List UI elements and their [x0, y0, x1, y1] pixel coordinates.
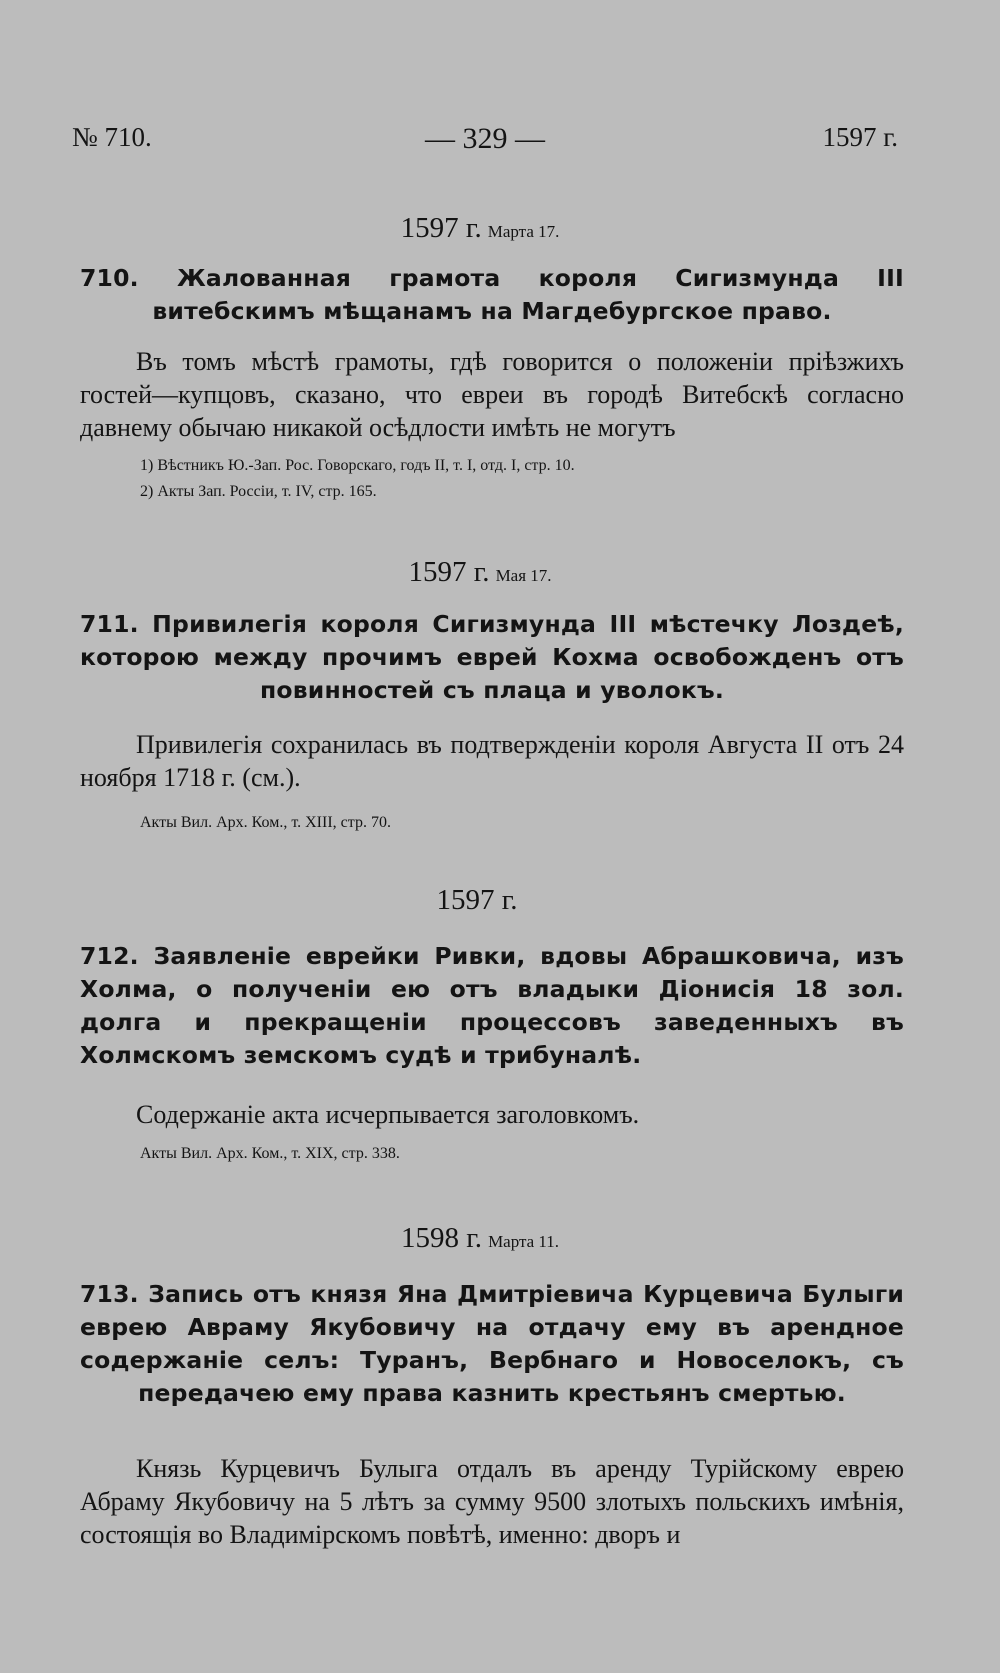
- date-year: 1598 г.: [400, 1222, 483, 1254]
- entry-date: [60, 556, 900, 589]
- document-number: № 710.: [72, 122, 152, 152]
- header-year: 1597 г.: [822, 122, 898, 152]
- footnote: 1) Вѣстникъ Ю.-Зап. Рос. Говорскаго, годъ II, т. I, отд. I, стр. 10.: [140, 457, 575, 474]
- date-month: Мая 17.: [495, 566, 552, 585]
- footnote: Акты Вил. Арх. Ком., т. XIII, стр. 70.: [140, 814, 391, 831]
- entry-body: Привилегія сохранилась въ подтвержденіи короля Августа II отъ 24 ноября 1718 г. (см.).: [80, 730, 904, 792]
- page-number: — 329 —: [425, 122, 545, 155]
- entry-date: [60, 884, 900, 917]
- entry-body: Въ томъ мѣстѣ грамоты, гдѣ говорится о положеніи пріѣзжихъ гостей—купцовъ, сказано, что евреи въ городѣ Витебскѣ согласно давнему обычаю никакой осѣдлости имѣть не могутъ: [80, 347, 904, 442]
- footnote: 2) Акты Зап. Россіи, т. IV, стр. 165.: [140, 483, 377, 500]
- date-year: 1597 г.: [436, 884, 518, 916]
- footnote: Акты Вил. Арх. Ком., т. XIX, стр. 338.: [140, 1145, 400, 1162]
- date-year: 1597 г.: [408, 556, 490, 588]
- entry-date: [60, 212, 900, 245]
- date-month: Марта 17.: [487, 222, 560, 241]
- entry-body: Содержаніе акта исчерпывается заголовкомъ.: [136, 1100, 640, 1129]
- date-year: 1597 г.: [400, 212, 482, 244]
- entry-heading: 713. Запись отъ князя Яна Дмитріевича Курцевича Булыги еврею Авраму Якубовичу на отдачу ему въ арендное содержаніе селъ: Туранъ, Вербнаго и Новоселокъ, съ передачею ему права казнить крестьянъ смертью.: [80, 1280, 904, 1407]
- running-head: [72, 122, 898, 162]
- entry-heading: 711. Привилегія короля Сигизмунда III мѣстечку Лоздеѣ, которою между прочимъ еврей Кохма освобожденъ отъ повинностей съ плаца и уволокъ.: [80, 610, 904, 704]
- entry-heading: 710. Жалованная грамота короля Сигизмунда III витебскимъ мѣщанамъ на Магдебургское право.: [80, 264, 904, 325]
- entry-body: Князь Курцевичъ Булыга отдалъ въ аренду Турійскому еврею Абраму Якубовичу на 5 лѣтъ за сумму 9500 злотыхъ польскихъ имѣнія, состоящія во Владимірскомъ повѣтѣ, именно: дворъ и: [80, 1454, 904, 1549]
- entry-date: [60, 1222, 900, 1255]
- entry-heading: 712. Заявленіе еврейки Ривки, вдовы Абрашковича, изъ Холма, о полученіи ею отъ владыки Діонисія 18 зол. долга и прекращеніи процессовъ заведенныхъ въ Холмскомъ земскомъ судѣ и трибуналѣ.: [80, 942, 904, 1069]
- date-month: Марта 11.: [488, 1232, 560, 1251]
